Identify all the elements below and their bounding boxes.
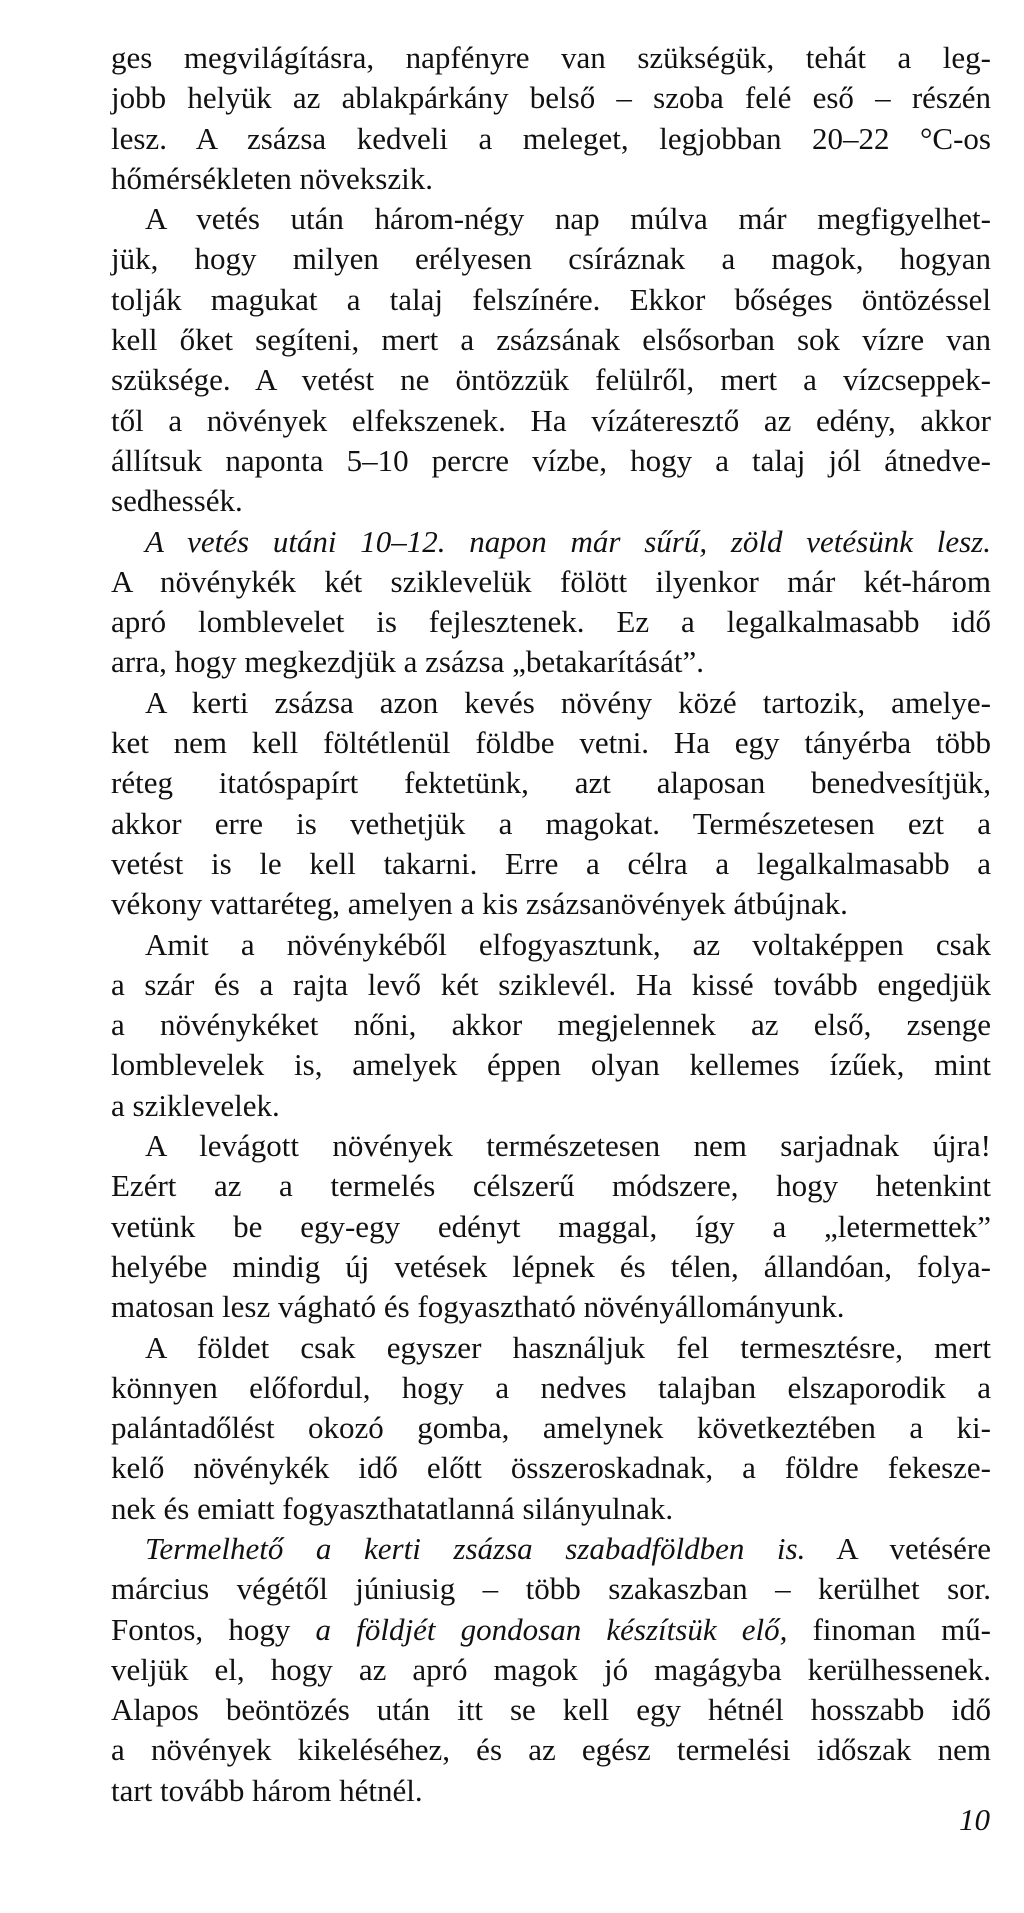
text-line: tolják magukat a talaj felszínére. Ekkor bőséges öntözéssel xyxy=(111,281,991,317)
text-line: ket nem kell föltétlenül földbe vetni. Ha egy tányérba több xyxy=(111,725,991,761)
text-line: A földet csak egyszer használjuk fel termesztésre, mert xyxy=(145,1329,991,1365)
text-run: finoman mű- xyxy=(787,1611,992,1647)
text-line: könnyen előfordul, hogy a nedves talajban elszaporodik a xyxy=(111,1369,991,1405)
text-line: hőmérsékleten növekszik. xyxy=(111,160,433,196)
text-line: szüksége. A vetést ne öntözzük felülről, mert a vízcseppek- xyxy=(111,362,991,398)
text-line: állítsuk naponta 5–10 percre vízbe, hogy a talaj jól átnedve- xyxy=(111,442,991,478)
text-line: réteg itatóspapírt fektetünk, azt alaposan benedvesítjük, xyxy=(111,765,991,801)
text-line-mixed xyxy=(111,1610,991,1650)
body-text xyxy=(111,38,991,1811)
text-line: veljük el, hogy az apró magok jó magágyba kerülhessenek. xyxy=(111,1651,991,1687)
text-line: a növénykéket nőni, akkor megjelennek az első, zsenge xyxy=(111,1007,991,1043)
text-line: matosan lesz vágható és fogyasztható növényállományunk. xyxy=(111,1289,845,1325)
text-line: vetünk be egy-egy edényt maggal, így a „letermettek” xyxy=(111,1208,991,1244)
text-line: től a növények elfekszenek. Ha vízáteresztő az edény, akkor xyxy=(111,402,991,438)
text-line: A vetés után három-négy nap múlva már megfigyelhet- xyxy=(145,201,991,237)
text-line-mixed xyxy=(111,1529,991,1569)
text-line: Alapos beöntözés után itt se kell egy hétnél hosszabb idő xyxy=(111,1692,991,1728)
text-line: palántadőlést okozó gomba, amelynek következtében a ki- xyxy=(111,1410,991,1446)
text-line: kell őket segíteni, mert a zsázsának elsősorban sok vízre van xyxy=(111,322,991,358)
text-line: A növénykék két sziklevelük fölött ilyenkor már két-három xyxy=(111,563,991,599)
text-line: lomblevelek is, amelyek éppen olyan kellemes ízűek, mint xyxy=(111,1047,991,1083)
text-run: A vetésére xyxy=(805,1530,991,1566)
text-line: helyébe mindig új vetések lépnek és télen, állandóan, folya- xyxy=(111,1248,991,1284)
text-line: vékony vattaréteg, amelyen a kis zsázsanövények átbújnak. xyxy=(111,886,848,922)
text-line: vetést is le kell takarni. Erre a célra a legalkalmasabb a xyxy=(111,845,991,881)
text-line: sedhessék. xyxy=(111,483,243,519)
text-line: A kerti zsázsa azon kevés növény közé tartozik, amelye- xyxy=(145,684,991,720)
text-line: Ezért az a termelés célszerű módszere, hogy hetenkint xyxy=(111,1168,991,1204)
text-line: apró lomblevelet is fejlesztenek. Ez a legalkalmasabb idő xyxy=(111,604,991,640)
text-line: akkor erre is vethetjük a magokat. Természetesen ezt a xyxy=(111,805,991,841)
text-line: tart tovább három hétnél. xyxy=(111,1772,423,1808)
text-line: a sziklevelek. xyxy=(111,1087,280,1123)
text-line: A levágott növények természetesen nem sarjadnak újra! xyxy=(145,1128,991,1164)
text-line-italic: A vetés utáni 10–12. napon már sűrű, zöld vetésünk lesz. xyxy=(145,523,991,559)
page-number: 10 xyxy=(959,1802,990,1837)
text-line: ges megvilágításra, napfényre van szükségük, tehát a leg- xyxy=(111,40,991,75)
text-line: lesz. A zsázsa kedveli a meleget, legjobban 20–22 °C-os xyxy=(111,120,991,156)
text-line: jük, hogy milyen erélyesen csíráznak a magok, hogyan xyxy=(111,241,991,277)
text-line: jobb helyük az ablakpárkány belső – szoba felé eső – részén xyxy=(111,80,991,116)
italic-phrase: a földjét gondosan készítsük elő, xyxy=(315,1611,788,1647)
text-run: Fontos, hogy xyxy=(111,1611,316,1647)
italic-phrase: Termelhető a kerti zsázsa szabadföldben is. xyxy=(145,1530,806,1566)
text-line: a szár és a rajta levő két sziklevél. Ha kissé tovább engedjük xyxy=(111,966,991,1002)
text-line: kelő növénykék idő előtt összeroskadnak, a földre fekesze- xyxy=(111,1450,991,1486)
text-line: nek és emiatt fogyaszthatatlanná silányulnak. xyxy=(111,1490,674,1526)
text-line: Amit a növénykéből elfogyasztunk, az voltaképpen csak xyxy=(145,926,991,962)
text-line: március végétől júniusig – több szakaszban – kerülhet sor. xyxy=(111,1571,991,1607)
text-line: arra, hogy megkezdjük a zsázsa „betakarítását”. xyxy=(111,644,704,680)
text-line: a növények kikeléséhez, és az egész termelési időszak nem xyxy=(111,1732,991,1768)
